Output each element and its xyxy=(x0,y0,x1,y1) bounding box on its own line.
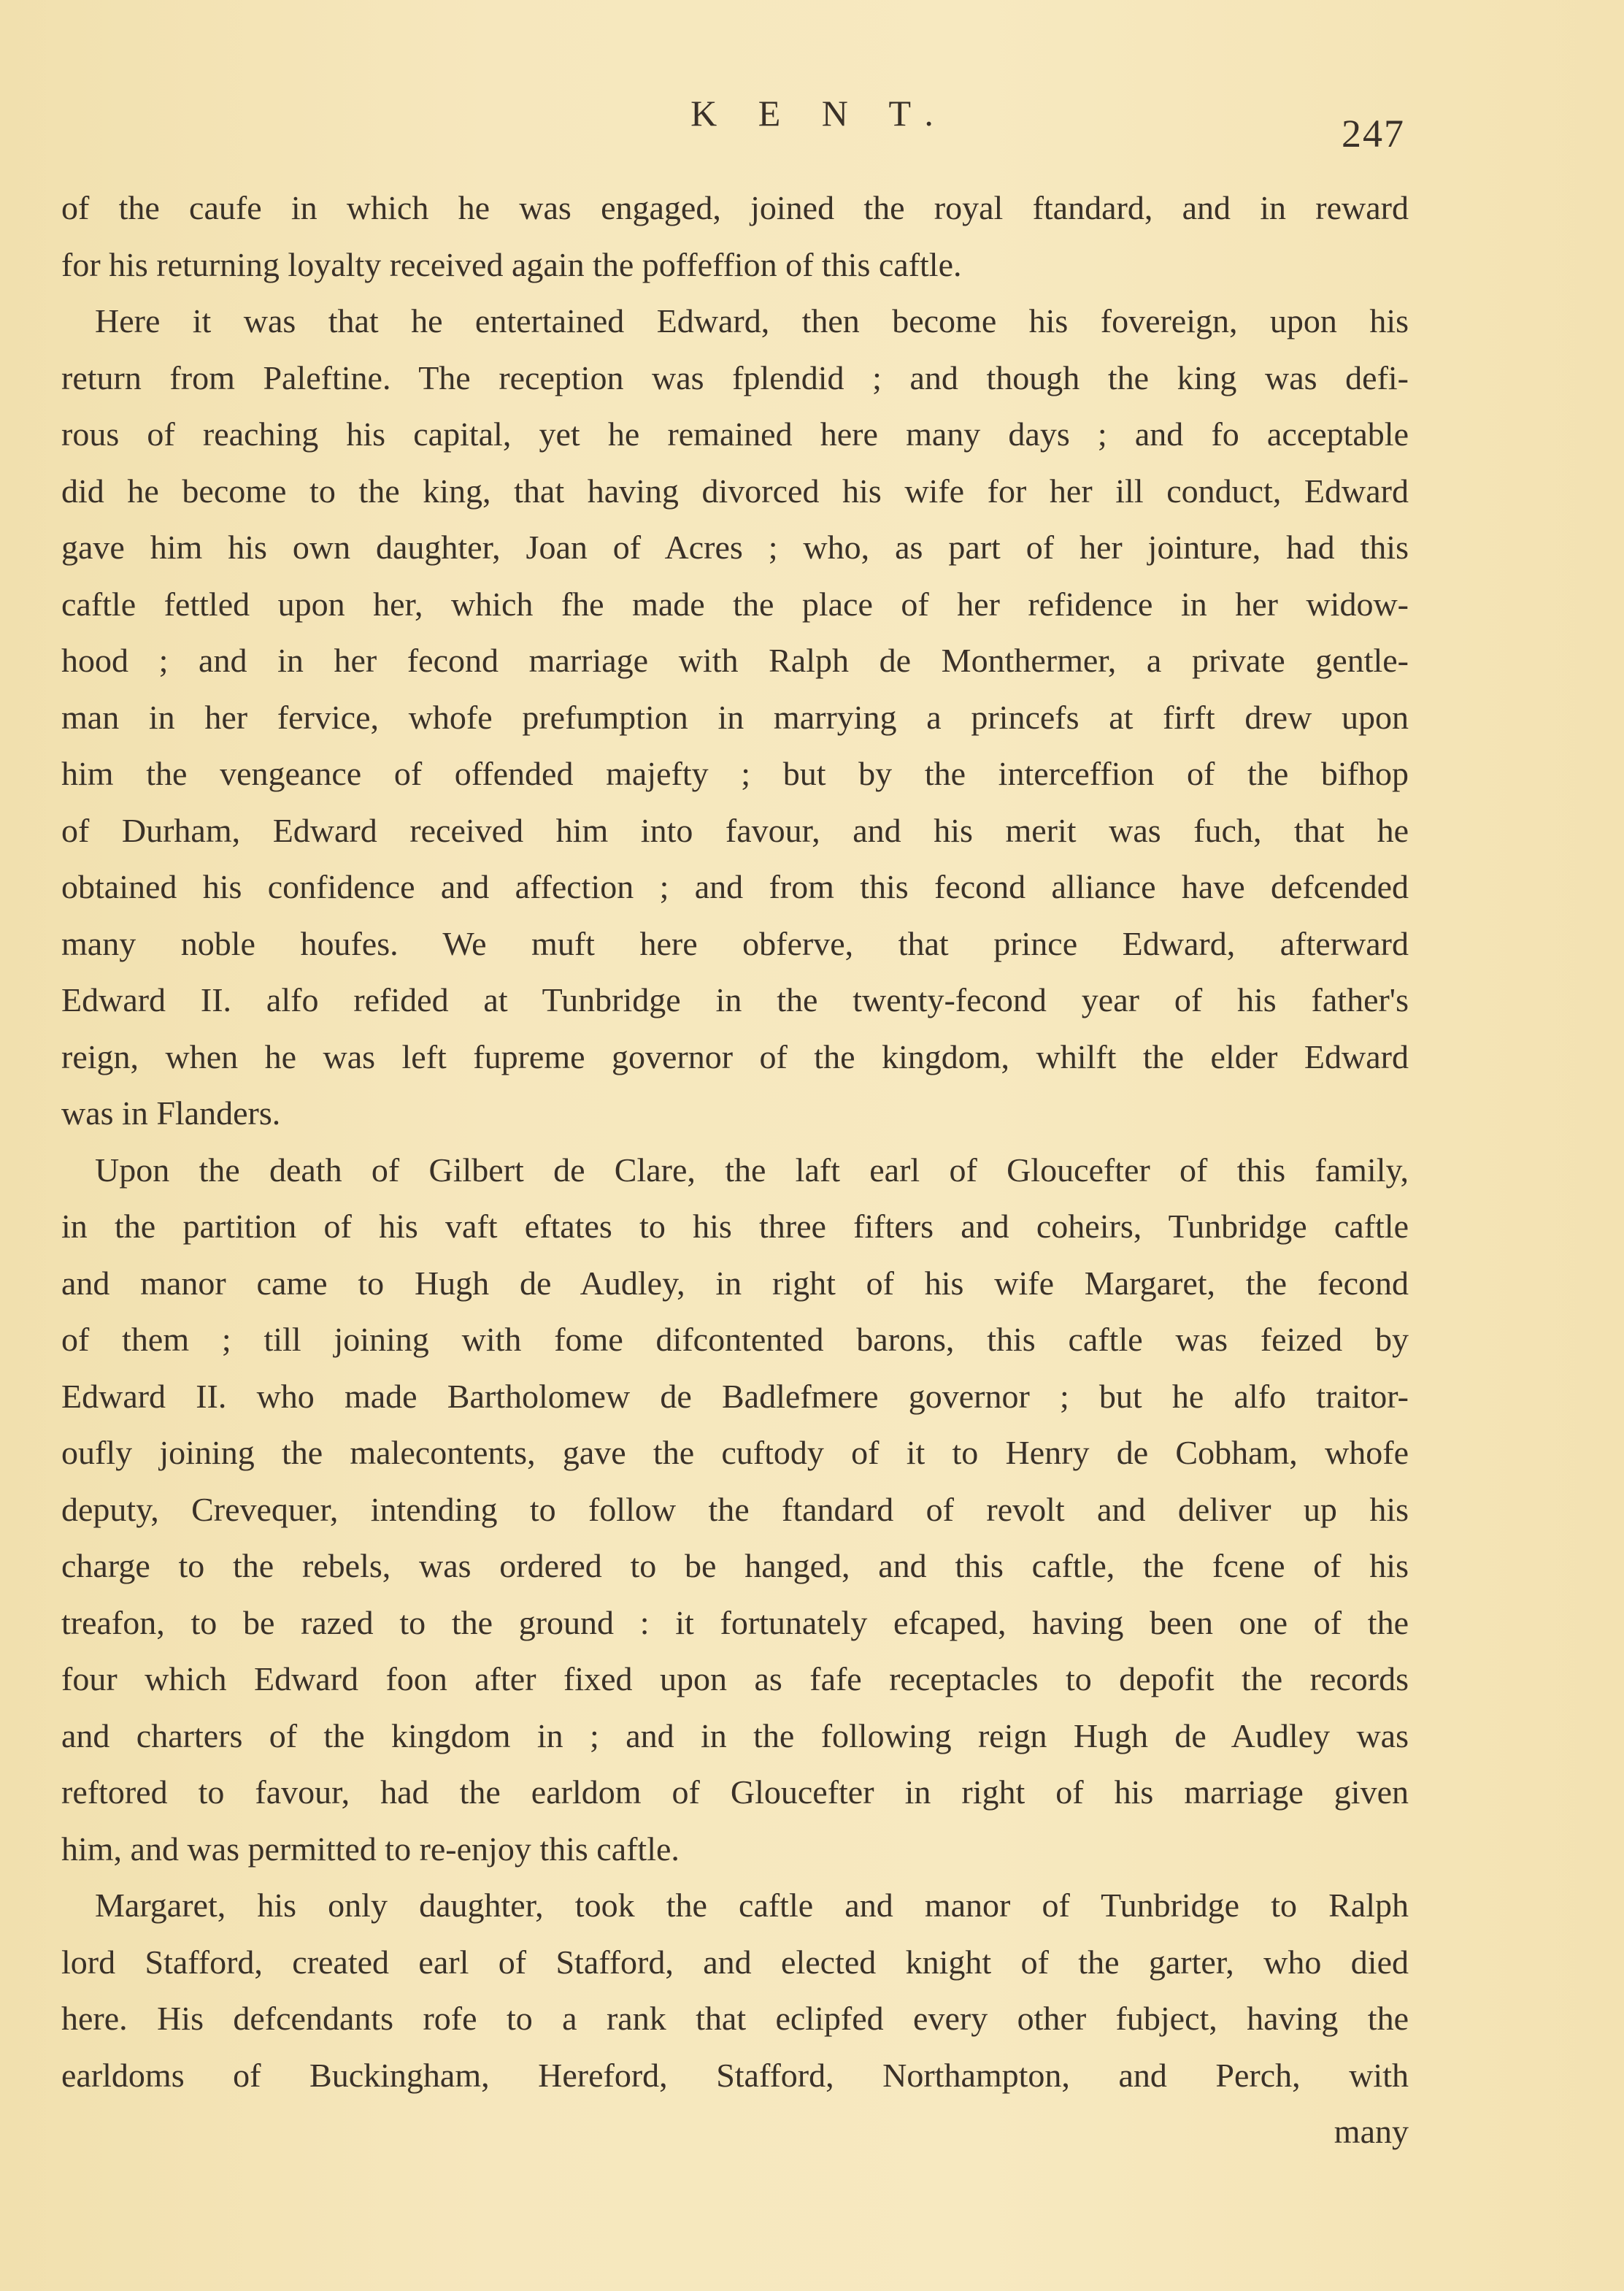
text-line: caftle fettled upon her, which fhe made the place of her refidence in her widow- xyxy=(61,585,1409,623)
body-text xyxy=(61,180,1409,2160)
text-line: of them ; till joining with fome difcontented barons, this caftle was feized by xyxy=(61,1321,1409,1358)
text-line: was in Flanders. xyxy=(61,1094,281,1132)
text-line: Upon the death of Gilbert de Clare, the laft earl of Gloucefter of this family, xyxy=(95,1151,1409,1189)
text-line: of Durham, Edward received him into favour, and his merit was fuch, that he xyxy=(61,811,1409,849)
running-title: K E N T. xyxy=(690,93,950,134)
text-line: many noble houfes. We muft here obferve, that prince Edward, afterward xyxy=(61,924,1409,962)
text-line: and manor came to Hugh de Audley, in right of his wife Margaret, the fecond xyxy=(61,1264,1409,1302)
text-line: Edward II. who made Bartholomew de Badlefmere governor ; but he alfo traitor- xyxy=(61,1377,1409,1415)
text-line: gave him his own daughter, Joan of Acres ; who, as part of her jointure, had this xyxy=(61,529,1409,566)
text-line: man in her fervice, whofe prefumption in marrying a princefs at firft drew upon xyxy=(61,698,1409,736)
text-line: treafon, to be razed to the ground : it fortunately efcaped, having been one of the xyxy=(61,1603,1409,1641)
text-line: him, and was permitted to re-enjoy this caftle. xyxy=(61,1830,680,1868)
text-line: return from Paleftine. The reception was fplendid ; and though the king was defi- xyxy=(61,358,1409,396)
text-line: deputy, Crevequer, intending to follow the ftandard of revolt and deliver up his xyxy=(61,1490,1409,1528)
text-line: Margaret, his only daughter, took the caftle and manor of Tunbridge to Ralph xyxy=(95,1887,1409,1924)
text-line: oufly joining the malecontents, gave the cuftody of it to Henry de Cobham, whofe xyxy=(61,1434,1409,1471)
text-line: him the vengeance of offended majefty ; but by the interceffion of the bifhop xyxy=(61,755,1409,792)
text-line: Here it was that he entertained Edward, then become his fovereign, upon his xyxy=(95,302,1409,339)
text-line: hood ; and in her fecond marriage with Ralph de Monthermer, a private gentle- xyxy=(61,642,1409,679)
text-line: lord Stafford, created earl of Stafford, and elected knight of the garter, who died xyxy=(61,1943,1409,1981)
page-number: 247 xyxy=(1342,112,1405,156)
text-line: here. His defcendants rofe to a rank that eclipfed every other fubject, having the xyxy=(61,2000,1409,2037)
text-line: rous of reaching his capital, yet he remained here many days ; and fo acceptable xyxy=(61,415,1409,453)
catchword: many xyxy=(1334,2113,1409,2150)
text-line: and charters of the kingdom in ; and in the following reign Hugh de Audley was xyxy=(61,1716,1409,1754)
text-line: obtained his confidence and affection ; and from this fecond alliance have defcended xyxy=(61,868,1409,905)
text-line: reftored to favour, had the earldom of Gloucefter in right of his marriage given xyxy=(61,1773,1409,1811)
text-line: charge to the rebels, was ordered to be hanged, and this caftle, the fcene of his xyxy=(61,1547,1409,1584)
text-line: of the caufe in which he was engaged, joined the royal ftandard, and in reward xyxy=(61,189,1409,226)
text-line: Edward II. alfo refided at Tunbridge in the twenty-fecond year of his father's xyxy=(61,981,1409,1018)
text-line: did he become to the king, that having divorced his wife for her ill conduct, Edward xyxy=(61,472,1409,510)
running-head xyxy=(0,92,1624,156)
text-line: earldoms of Buckingham, Hereford, Stafford, Northampton, and Perch, with xyxy=(61,2056,1409,2094)
text-line: for his returning loyalty received again the poffeffion of this caftle. xyxy=(61,245,962,283)
text-line: four which Edward foon after fixed upon as fafe receptacles to depofit the records xyxy=(61,1660,1409,1697)
text-line: in the partition of his vaft eftates to his three fifters and coheirs, Tunbridge caftle xyxy=(61,1208,1409,1245)
text-line: reign, when he was left fupreme governor of the kingdom, whilft the elder Edward xyxy=(61,1037,1409,1075)
